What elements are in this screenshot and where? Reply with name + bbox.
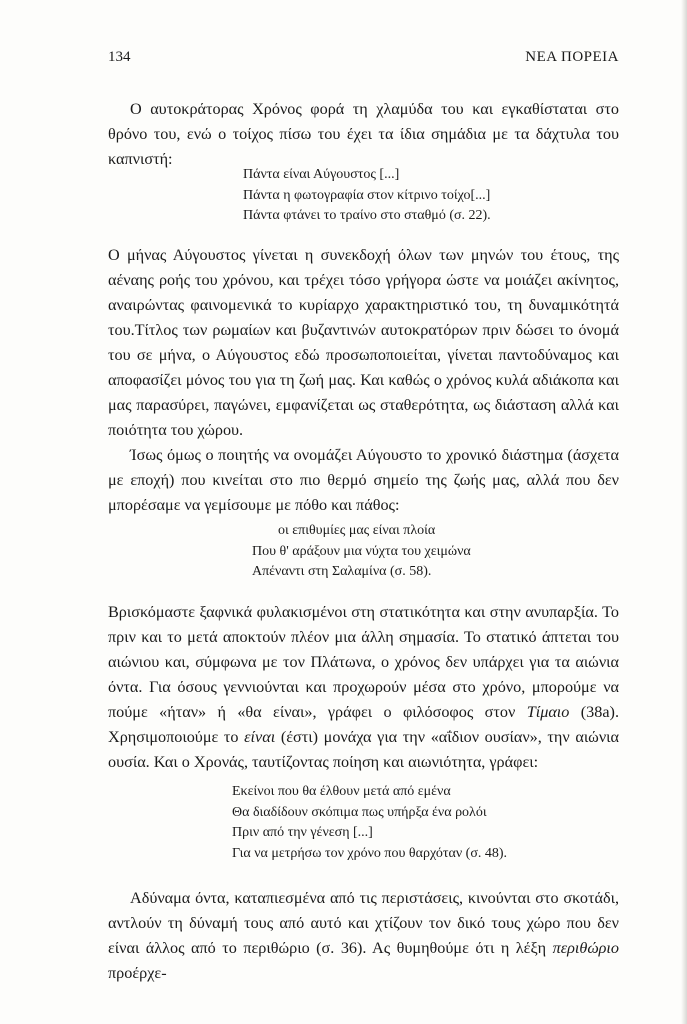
poem-line: Για να μετρήσω τον χρόνο που θαρχόταν (σ. 48). — [232, 845, 508, 861]
poem-line: Απέναντι στη Σαλαμίνα (σ. 58). — [252, 564, 432, 579]
running-title: ΝΕΑ ΠΟΡΕΙΑ — [525, 49, 619, 65]
poem-line: Πάντα είναι Αύγουστος [...] — [243, 167, 400, 182]
paragraph-5-text-2: προέρχε- — [108, 964, 167, 982]
poem-quote-3 — [232, 782, 552, 864]
paragraph-4-text-2: (38a). Χρησιμοποιούμε το — [108, 703, 619, 746]
page-number: 134 — [108, 49, 131, 65]
page-edge-shadow — [681, 0, 687, 1024]
poem-line: Που θ' αράξουν μια νύχτα του χειμώνα — [252, 543, 471, 559]
poem-line: οι επιθυμίες μας είναι πλοία — [278, 523, 436, 538]
page-header — [108, 49, 619, 69]
poem-line: Πάντα φτάνει το τραίνο στο σταθμό (σ. 22). — [243, 208, 491, 223]
poem-quote-1 — [243, 165, 543, 227]
term-einai: είναι — [244, 728, 276, 746]
paragraph-2 — [108, 243, 619, 518]
poem-line: Εκείνοι που θα έλθουν μετά από εμένα — [232, 784, 451, 799]
paragraph-3-text: Ίσως όμως ο ποιητής να ονομάζει Αύγουστο το χρονικό διάστημα (άσχετα με εποχή) που κινείται στο πιο θερμό σημείο της ζωής μας, αλλά που δεν μπορέσαμε να γεμίσουμε με πόθο και πάθος: — [108, 446, 619, 514]
paragraph-1-text: Ο αυτοκράτορας Χρόνος φορά τη χλαμύδα του και εγκαθίσταται στο θρόνο του, ενώ ο τοίχος πίσω του έχει τα ίδια σημάδια με τα δάχτυλα του καπνιστή: — [108, 100, 619, 168]
term-perithorio: περιθώριο — [552, 939, 619, 957]
paragraph-5-text: Αδύναμα όντα, καταπιεσμένα από τις περιστάσεις, κινούνται στο σκοτάδι, αντλούν τη δύναμή τους από αυτό και χτίζουν τον δικό τους χώρο που δεν είναι άλλος από το περιθώριο (σ. 36). Ας θυμηθούμε ότι η λέξη — [108, 889, 619, 957]
poem-line: Θα διαδίδουν σκόπιμα πως υπήρξα ένα ρολόι — [232, 804, 487, 820]
poem-line: Πάντα η φωτογραφία στον κίτρινο τοίχο[...] — [243, 187, 491, 203]
poem-line: Πριν από την γένεση [...] — [232, 825, 373, 840]
paragraph-4-text-3: (έστι) μονάχα για την «αΐδιον ουσίαν», την αιώνια ουσία. Και ο Χρονάς, ταυτίζοντας ποίηση και αιωνιότητα, γράφει: — [108, 728, 619, 771]
paragraph-5 — [108, 886, 619, 986]
paragraph-4 — [108, 600, 619, 775]
paragraph-4-text: Βρισκόμαστε ξαφνικά φυλακισμένοι στη στατικότητα και στην ανυπαρξία. Το πριν και το μετά αποκτούν πλέον μια άλλη σημασία. Το στατικό άπτεται του αιώνιου και, σύμφωνα με τον Πλάτωνα, ο χρόνος δεν υπάρχει για τα αιώνια όντα. Για όσους γεννιούνται και προχωρούν μέσα στο χρόνο, μπορούμε να πούμε «ήταν» ή «θα είναι», γράφει ο φιλόσοφος στον — [108, 603, 619, 721]
paragraph-1 — [108, 97, 619, 172]
work-title-timaeus: Τίμαιο — [526, 703, 570, 721]
paragraph-2-text: Ο μήνας Αύγουστος γίνεται η συνεκδοχή όλων των μηνών του έτους, της αέναης ροής του χρόνου, και τρέχει τόσο γρήγορα ώστε να μοιάζει ακίνητος, αναιρώντας φαινομενικά το κυρίαρχο χαρακτηριστικό του, τη δυναμικότητά του.Τίτλος των ρωμαίων και βυζαντινών αυτοκρατόρων πριν δώσει το όνομά του σε μήνα, ο Αύγουστος εδώ προσωποποιείται, γίνεται παντοδύναμος και αποφασίζει μόνος του για τη ζωή μας. Και καθώς ο χρόνος κυλά αδιάκοπα και μας παρασύρει, παγώνει, εμφανίζεται ως σταθερότητα, ως διάσταση αλλά και ποιότητα του χώρου. — [108, 246, 619, 439]
poem-quote-2 — [252, 521, 552, 583]
